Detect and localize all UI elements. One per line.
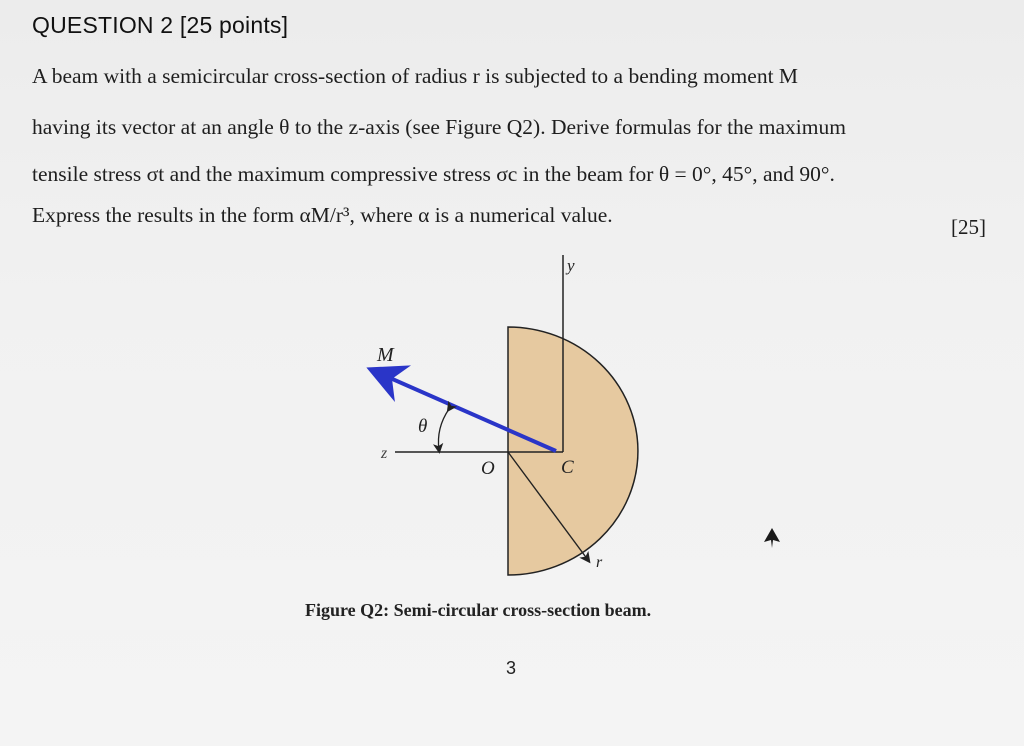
question-text-line-2: having its vector at an angle θ to the z-axis (see Figure Q2). Derive formulas for the maximum <box>32 115 846 139</box>
mouse-cursor-icon <box>764 528 780 548</box>
marks-label: [25] <box>951 215 986 239</box>
radius-label: r <box>596 554 603 571</box>
question-text-line-4: Express the results in the form αM/r³, where α is a numerical value. <box>32 203 613 227</box>
question-text-line-3: tensile stress σt and the maximum compressive stress σc in the beam for θ = 0°, 45°, and 90°. <box>32 162 835 186</box>
question-heading: QUESTION 2 [25 points] <box>32 12 289 38</box>
angle-label: θ <box>418 416 428 437</box>
y-axis-label: y <box>567 256 575 275</box>
question-text-line-1: A beam with a semicircular cross-section of radius r is subjected to a bending moment M <box>32 64 799 88</box>
page-number: 3 <box>506 658 517 678</box>
centroid-label: C <box>561 457 574 478</box>
angle-arc <box>438 409 449 450</box>
origin-label: O <box>481 458 495 479</box>
moment-label: M <box>377 344 394 366</box>
figure-caption: Figure Q2: Semi-circular cross-section beam. <box>305 600 652 620</box>
z-axis-label: z <box>381 445 388 462</box>
semicircle-section <box>508 327 638 575</box>
